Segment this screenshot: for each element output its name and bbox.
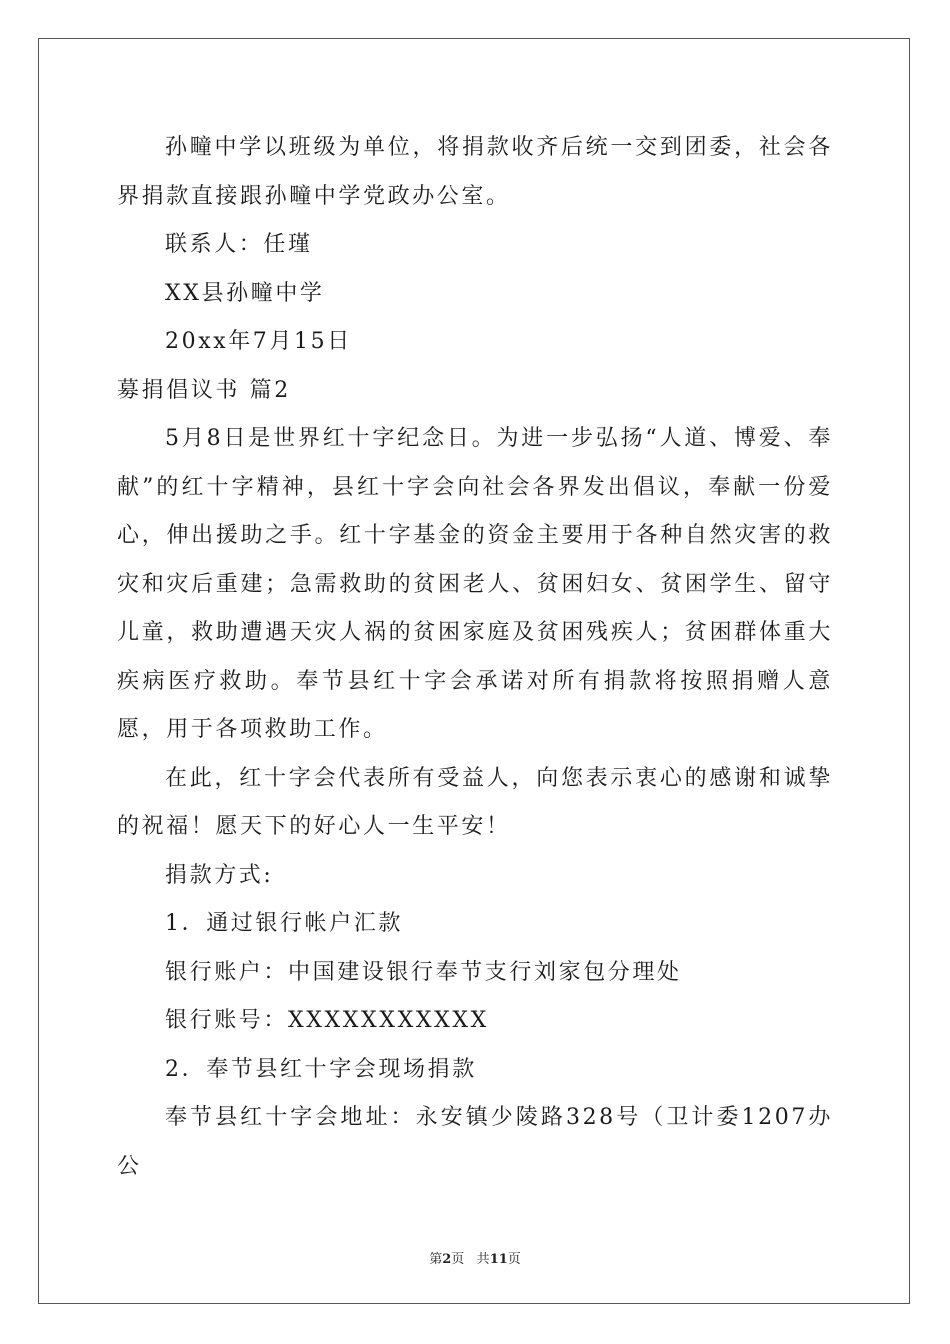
page-prefix: 第	[429, 1252, 443, 1267]
total-prefix: 共	[476, 1252, 490, 1267]
page-suffix: 页	[451, 1252, 465, 1267]
paragraph: 联系人：任瑾	[165, 232, 313, 257]
total-suffix: 页	[507, 1252, 521, 1267]
paragraph: 奉节县红十字会地址：永安镇少陵路328号（卫计委1207办公	[117, 1105, 833, 1179]
list-item: 2．奉节县红十字会现场捐款	[165, 1056, 477, 1082]
total-pages: 11	[489, 1252, 508, 1267]
paragraph: 捐款方式:	[165, 862, 274, 888]
paragraph: 5月8日是世界红十字纪念日。为进一步弘扬“人道、博爱、奉献”的红十字精神，县红十字会向社会各界发出倡议，奉献一份爱心，伸出援助之手。红十字基金的资金主要用于各种自然灾害的救灾和灾后重建；急需救助的贫困老人、贫困妇女、贫困学生、留守儿童，救助遭遇天灾人祸的贫困家庭及贫困残疾人；贫困群体重大疾病医疗救助。奉节县红十字会承诺对所有捐款将按照捐赠人意愿，用于各项救助工作。	[117, 426, 833, 742]
list-item: 1．通过银行帐户汇款	[165, 911, 403, 936]
paragraph: XX县孙疃中学	[165, 280, 325, 306]
paragraph: 20xx年7月15日	[165, 329, 352, 354]
page-number: 2	[442, 1252, 452, 1267]
paragraph: 在此，红十字会代表所有受益人，向您表示衷心的感谢和诚挚的祝福！愿天下的好心人一生平安！	[117, 765, 833, 839]
paragraph: 孙疃中学以班级为单位，将捐款收齐后统一交到团委，社会各界捐款直接跟孙疃中学党政办公室。	[117, 135, 833, 209]
paragraph: 银行账户：中国建设银行奉节支行刘家包分理处	[165, 959, 682, 985]
document-body	[117, 124, 833, 1191]
page-footer	[0, 1248, 950, 1267]
paragraph: 银行账号：XXXXXXXXXXX	[165, 1008, 489, 1033]
section-heading: 募捐倡议书 篇2	[117, 377, 291, 403]
